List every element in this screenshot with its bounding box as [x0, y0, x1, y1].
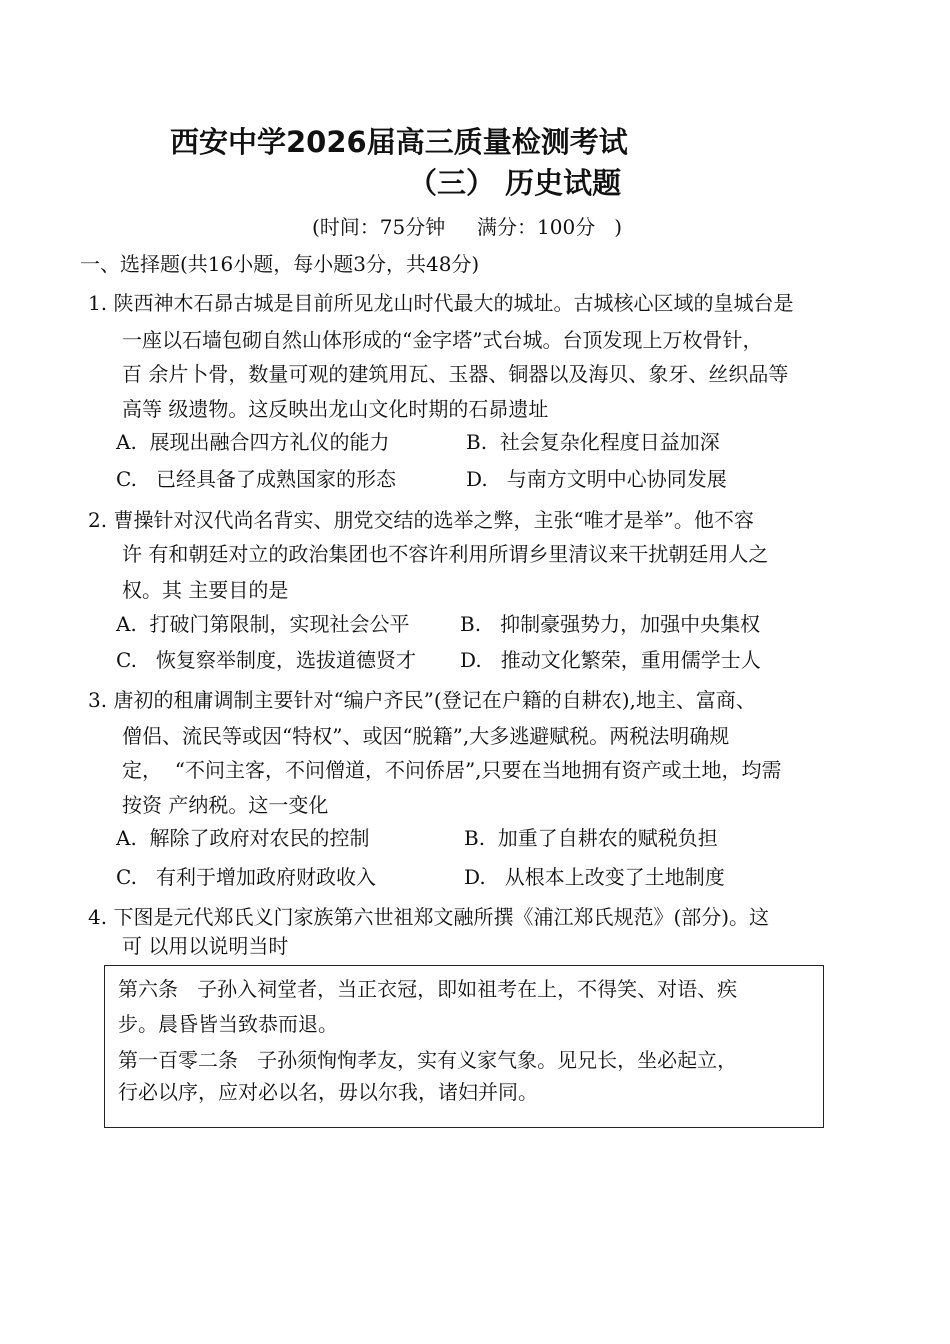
q1-option-b: B. 社会复杂化程度日益加深 [466, 430, 720, 454]
title-line-2: （三） 历史试题 [408, 166, 622, 200]
q3-line: 定， “不问主客，不问僧道，不问侨居”,只要在当地拥有资产或土地，均需 [122, 758, 782, 782]
exam-info: (时间：75分钟 满分：100分 ) [312, 215, 623, 239]
q3-option-a: A. 解除了政府对农民的控制 [116, 826, 370, 850]
q1-option-d: D. 与南方文明中心协同发展 [466, 467, 727, 491]
q2-line: 许 有和朝廷对立的政治集团也不容许利用所谓乡里清议来干扰朝廷用人之 [122, 542, 769, 566]
q1-line: 一座以石墙包砌自然山体形成的“金字塔”式台城。台顶发现上万枚骨针， [122, 328, 763, 352]
q1-line: 百 余片卜骨，数量可观的建筑用瓦、玉器、铜器以及海贝、象牙、丝织品等 [122, 362, 789, 386]
q3-option-d: D. 从根本上改变了土地制度 [464, 865, 725, 889]
excerpt-line: 步。晨昏皆当致恭而退。 [118, 1012, 338, 1036]
q1-option-a: A. 展现出融合四方礼仪的能力 [116, 430, 390, 454]
q1-option-c: C. 已经具备了成熟国家的形态 [116, 467, 397, 491]
q3-option-c: C. 有利于增加政府财政收入 [116, 865, 377, 889]
section-heading: 一、选择题(共16小题，每小题3分，共48分) [80, 252, 480, 276]
q2-option-b: B. 抑制豪强势力，加强中央集权 [460, 612, 761, 636]
q4-line: 可 以用以说明当时 [122, 934, 289, 958]
q3-option-b: B. 加重了自耕农的赋税负担 [464, 826, 718, 850]
excerpt-line: 第一百零二条 子孙须恂恂孝友，实有义家气象。见兄长，坐必起立， [118, 1048, 738, 1072]
q4-line: 4. 下图是元代郑氏义门家族第六世祖郑文融所撰《浦江郑氏规范》(部分)。这 [88, 905, 770, 929]
excerpt-line: 第六条 子孙入祠堂者，当正衣冠，即如祖考在上，不得笑、对语、疾 [118, 977, 738, 1001]
q3-line: 3. 唐初的租庸调制主要针对“编户齐民”(登记在户籍的自耕农),地主、富商、 [88, 688, 756, 712]
q2-option-c: C. 恢复察举制度，选拔道德贤才 [116, 648, 417, 672]
q3-line: 按资 产纳税。这一变化 [122, 793, 329, 817]
title-line-1: 西安中学2026届高三质量检测考试 [170, 125, 628, 159]
q1-line: 1. 陕西神木石昴古城是目前所见龙山时代最大的城址。古城核心区域的皇城台是 [88, 291, 794, 315]
q3-line: 僧侣、流民等或因“特权”、或因“脱籍”,大多逃避赋税。两税法明确规 [122, 724, 730, 748]
q2-line: 2. 曹操针对汉代尚名背实、朋党交结的选举之弊，主张“唯才是举”。他不容 [88, 508, 754, 532]
q2-option-d: D. 推动文化繁荣，重用儒学士人 [460, 648, 761, 672]
q2-line: 权。其 主要目的是 [122, 578, 289, 602]
q1-line: 高等 级遗物。这反映出龙山文化时期的石昴遗址 [122, 397, 549, 421]
q2-option-a: A. 打破门第限制，实现社会公平 [116, 612, 410, 636]
excerpt-line: 行必以序，应对必以名，毋以尔我，诸妇并同。 [118, 1080, 538, 1104]
